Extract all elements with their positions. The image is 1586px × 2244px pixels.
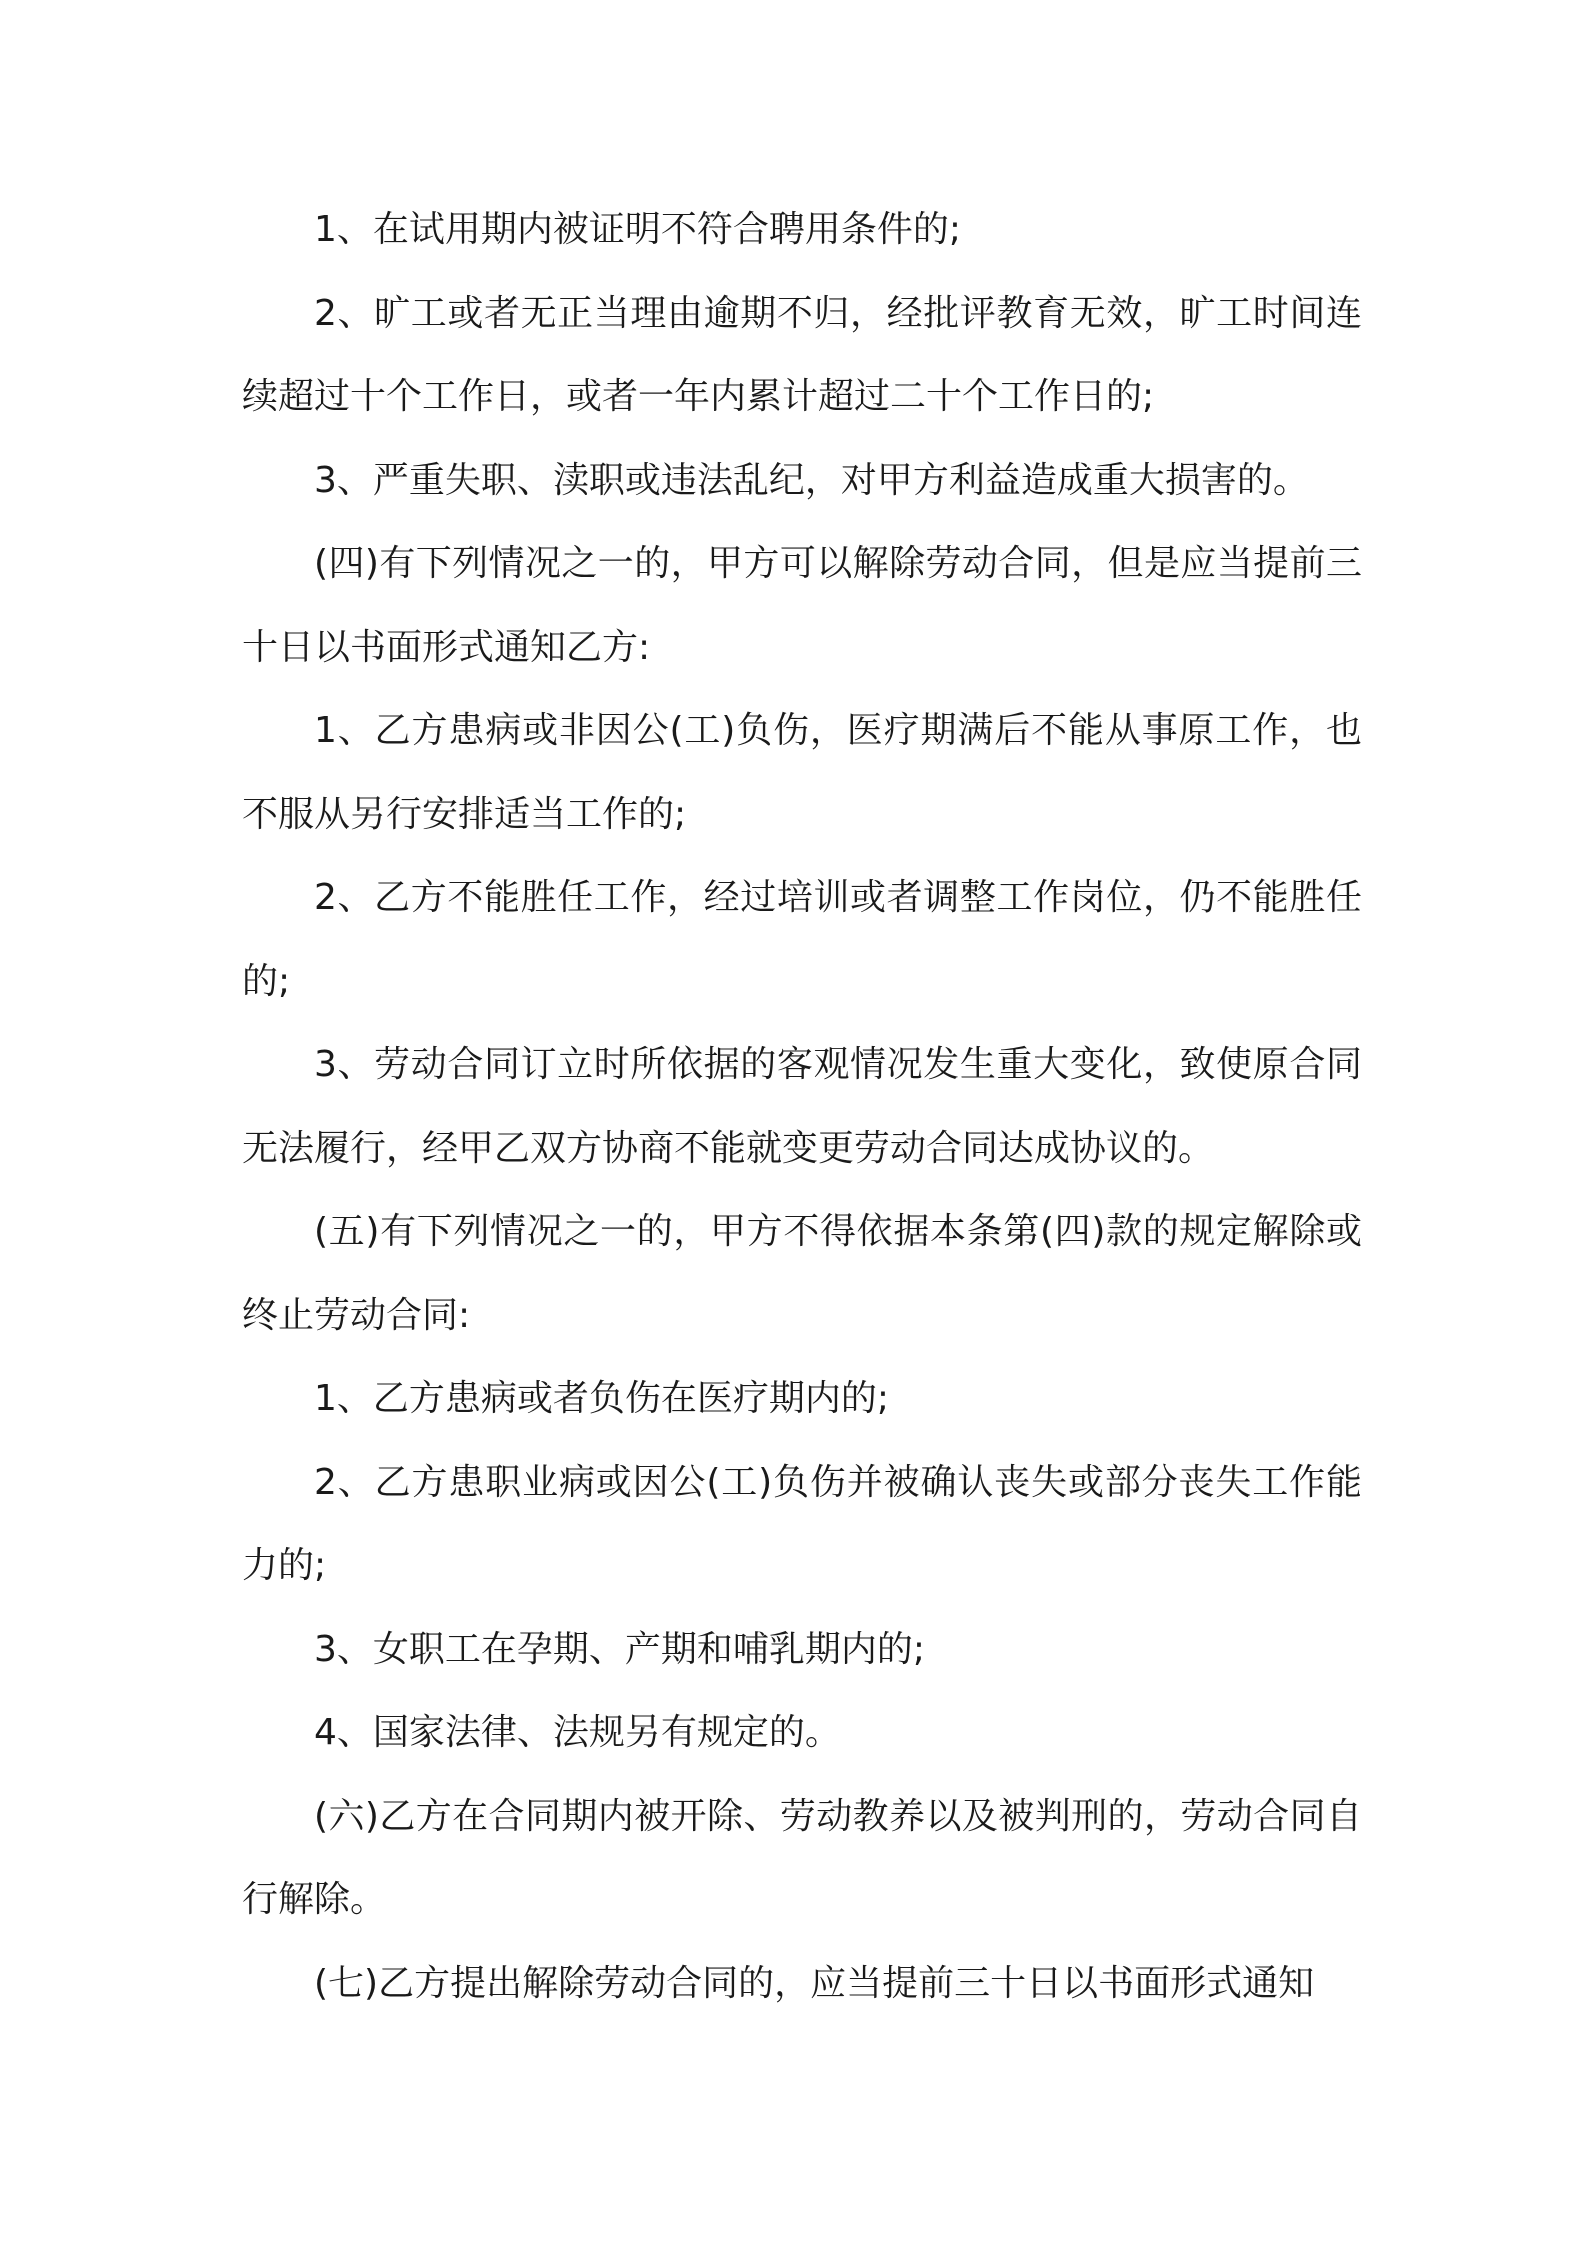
paragraph-12: 4、国家法律、法规另有规定的。 xyxy=(314,1712,841,1753)
document-body xyxy=(242,188,1362,2025)
paragraph-4: (四)有下列情况之一的，甲方可以解除劳动合同，但是应当提前三十日以书面形式通知乙方: xyxy=(242,543,1362,668)
paragraph-5: 1、乙方患病或非因公(工)负伤，医疗期满后不能从事原工作，也不服从另行安排适当工作的; xyxy=(242,710,1362,835)
paragraph-13: (六)乙方在合同期内被开除、劳动教养以及被判刑的，劳动合同自行解除。 xyxy=(242,1795,1362,1920)
paragraph-1: 1、在试用期内被证明不符合聘用条件的; xyxy=(314,209,962,250)
paragraph-11: 3、女职工在孕期、产期和哺乳期内的; xyxy=(314,1628,926,1670)
paragraph-6: 2、乙方不能胜任工作，经过培训或者调整工作岗位，仍不能胜任的; xyxy=(242,877,1362,1002)
paragraph-8: (五)有下列情况之一的，甲方不得依据本条第(四)款的规定解除或终止劳动合同: xyxy=(242,1211,1362,1336)
paragraph-7: 3、劳动合同订立时所依据的客观情况发生重大变化，致使原合同无法履行，经甲乙双方协商不能就变更劳动合同达成协议的。 xyxy=(242,1044,1362,1169)
paragraph-10: 2、乙方患职业病或因公(工)负伤并被确认丧失或部分丧失工作能力的; xyxy=(242,1461,1362,1586)
paragraph-2: 2、旷工或者无正当理由逾期不归，经批评教育无效，旷工时间连续超过十个工作日，或者一年内累计超过二十个工作日的; xyxy=(242,292,1362,417)
paragraph-3: 3、严重失职、渎职或违法乱纪，对甲方利益造成重大损害的。 xyxy=(314,459,1309,501)
paragraph-14: (七)乙方提出解除劳动合同的，应当提前三十日以书面形式通知 xyxy=(314,1962,1315,2004)
paragraph-9: 1、乙方患病或者负伤在医疗期内的; xyxy=(314,1378,890,1419)
